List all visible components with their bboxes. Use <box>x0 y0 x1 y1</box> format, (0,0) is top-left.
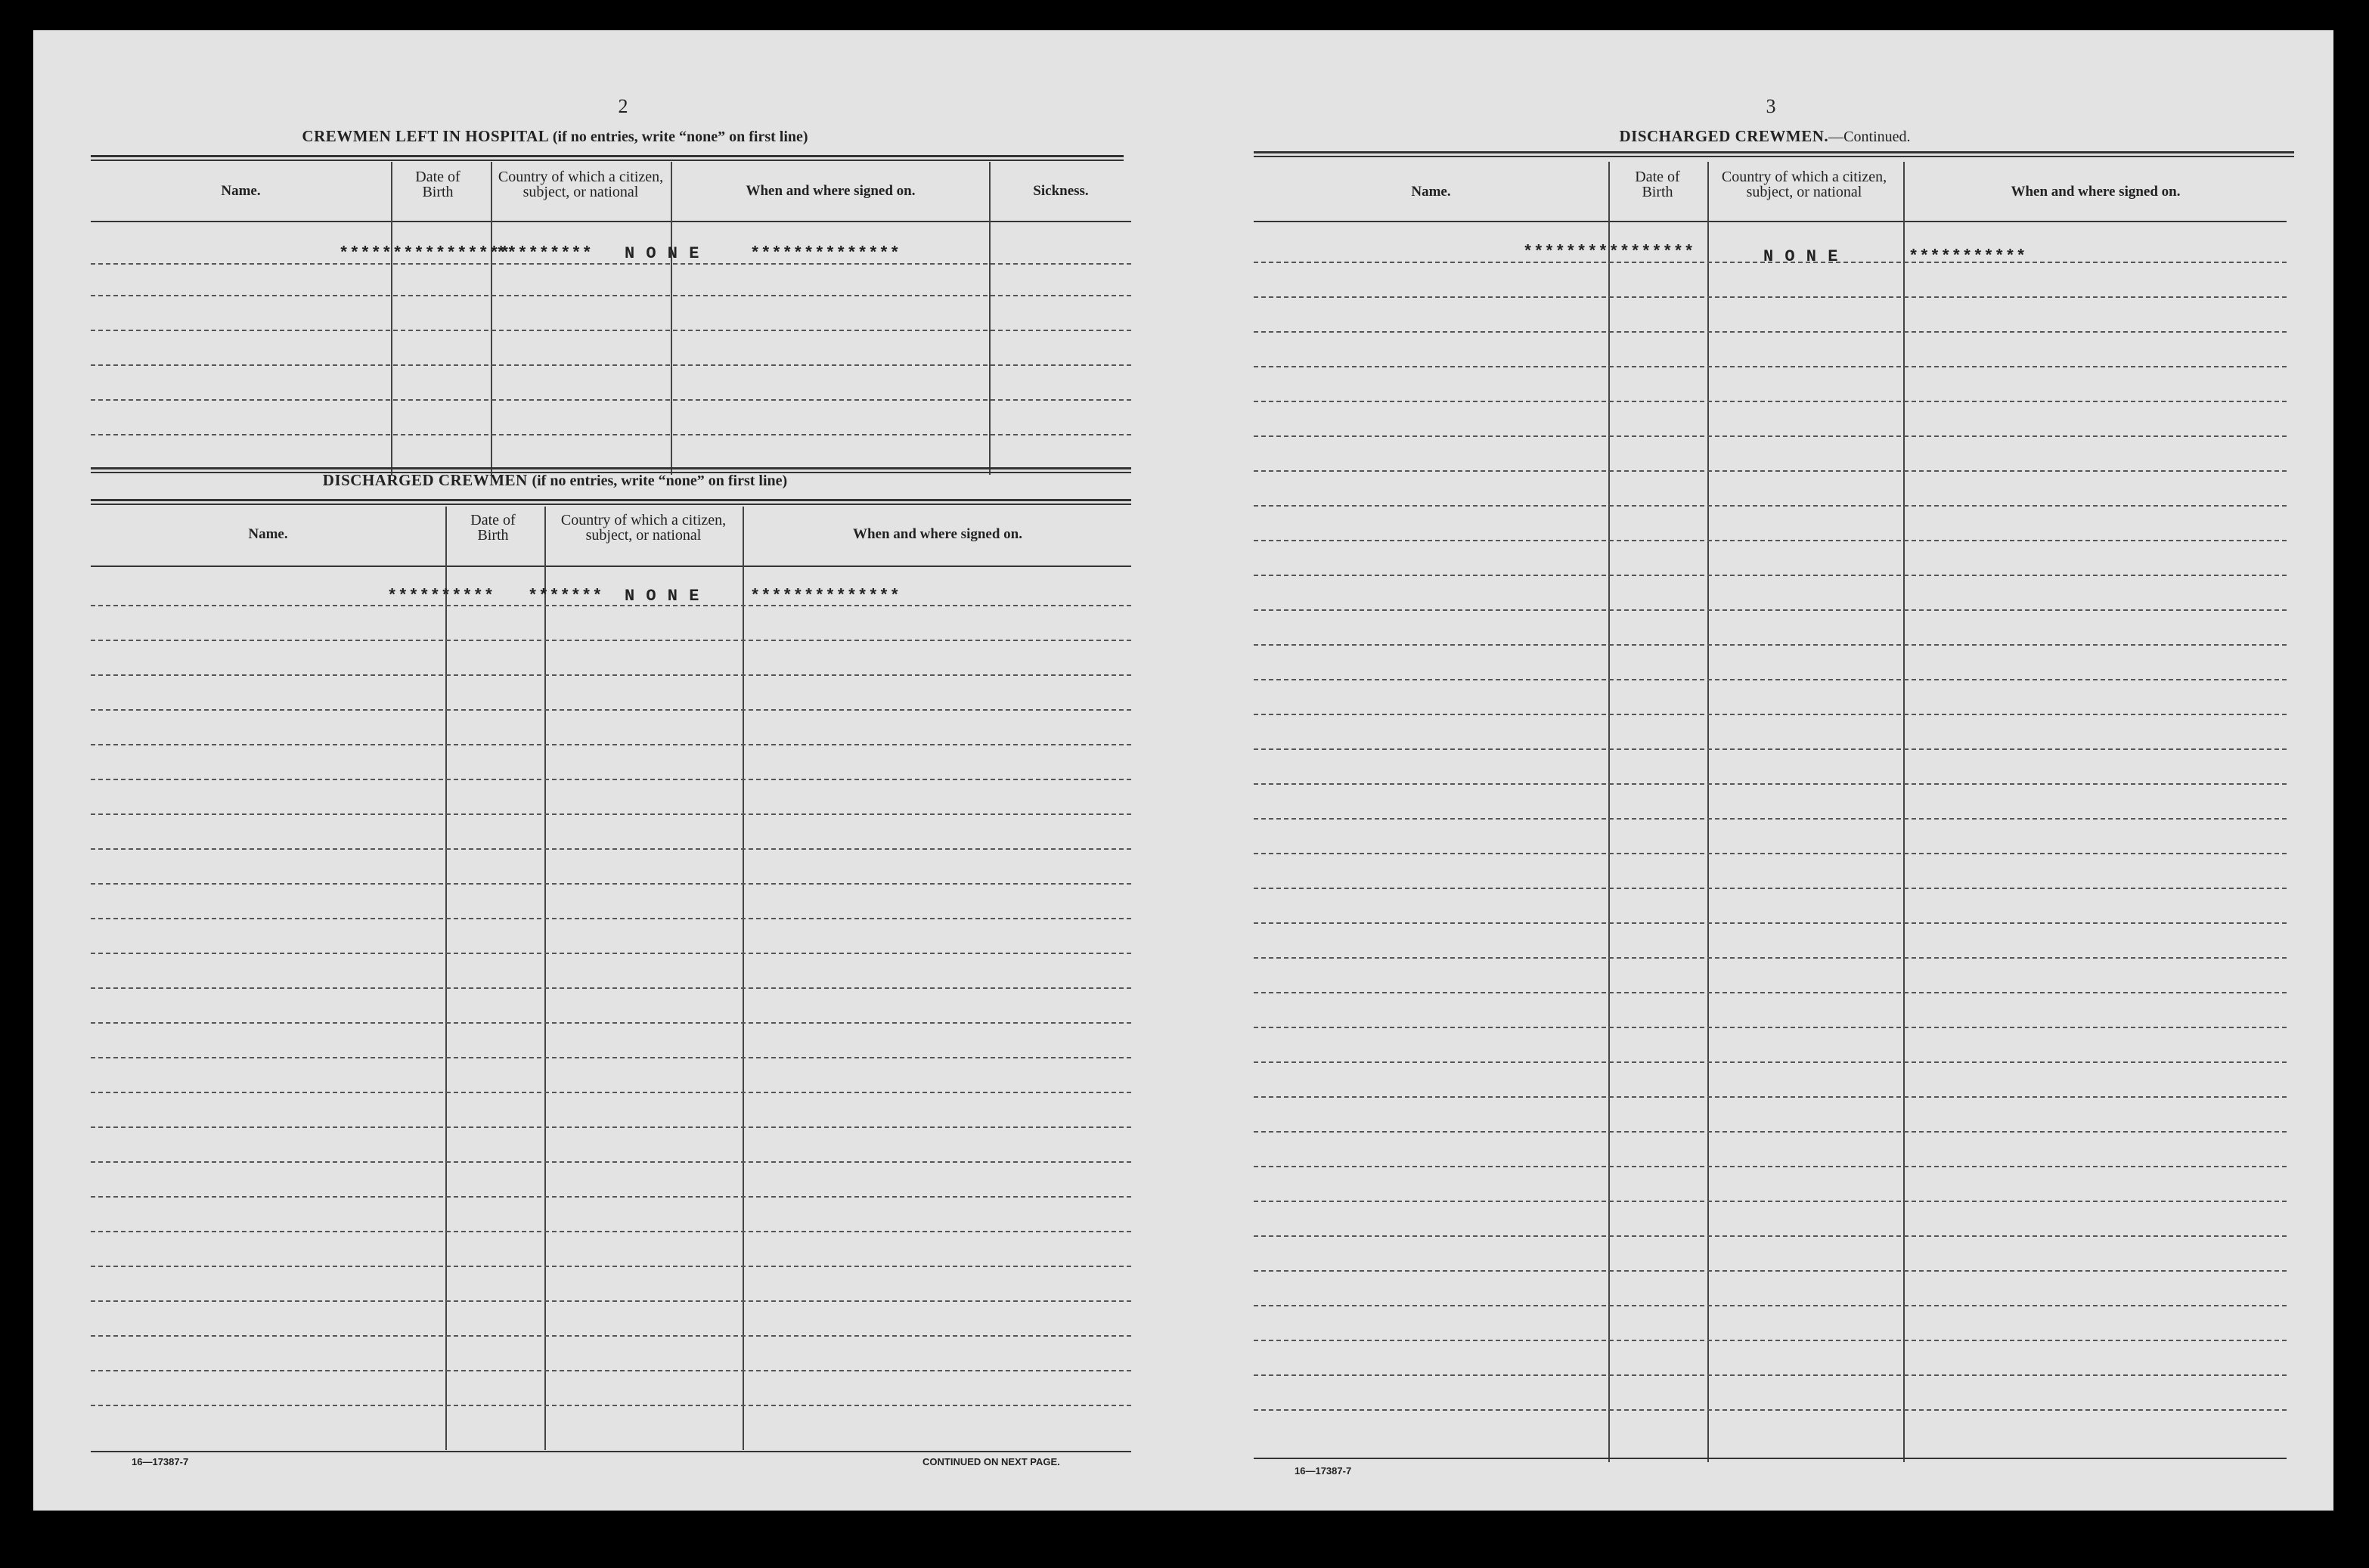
discharged-col-name: Name. <box>248 526 288 542</box>
ruled-line <box>1254 401 2287 402</box>
ruled-line <box>1254 609 2287 611</box>
ruled-line <box>1254 435 2287 437</box>
hospital-none-entry: N O N E <box>625 244 700 263</box>
ruled-line <box>1254 1340 2287 1341</box>
ruled-line <box>91 1161 1131 1163</box>
hospital-row-line <box>91 330 1131 331</box>
ruled-line <box>91 779 1131 780</box>
ruled-line <box>1254 1409 2287 1411</box>
hospital-col-sickness: Sickness. <box>1033 183 1089 199</box>
ruled-line <box>91 1092 1131 1093</box>
discharged-col-signed: When and where signed on. <box>852 526 1022 542</box>
discharged-title-text: DISCHARGED CREWMEN <box>322 471 528 489</box>
ruled-line <box>91 1370 1131 1371</box>
ruled-line <box>91 640 1131 641</box>
ruled-line <box>91 1196 1131 1198</box>
ruled-line <box>1254 1374 2287 1376</box>
ruled-line <box>91 1300 1131 1302</box>
ruled-line <box>1254 818 2287 820</box>
ruled-line <box>1254 783 2287 785</box>
right-col-divider <box>1903 162 1905 1462</box>
hospital-none-signed: ************** <box>750 244 901 263</box>
discharged-none-signed: ************** <box>750 587 901 606</box>
ruled-line <box>1254 992 2287 993</box>
ruled-line <box>91 848 1131 850</box>
left-form-number: 16—17387-7 <box>132 1456 189 1467</box>
right-none-name: **************** <box>1523 243 1695 262</box>
ruled-line <box>1254 888 2287 889</box>
hospital-title-text: CREWMEN LEFT IN HOSPITAL <box>302 127 549 145</box>
left-bottom-rule <box>91 1451 1131 1452</box>
right-col-country: Country of which a citizen, subject, or national <box>1721 169 1887 200</box>
right-none-signed: *********** <box>1909 247 2027 266</box>
discharged-col-divider <box>544 507 546 1450</box>
right-col-divider <box>1608 162 1610 1462</box>
hospital-col-country: Country of which a citizen, subject, or national <box>498 169 664 200</box>
hospital-col-divider <box>671 162 672 475</box>
right-top-rule <box>1254 151 2294 157</box>
ruled-line <box>91 987 1131 989</box>
ruled-line <box>1254 1027 2287 1028</box>
ruled-line <box>1254 575 2287 576</box>
discharged-header-rule <box>91 566 1131 567</box>
hospital-none-country: ********* <box>496 244 593 263</box>
hospital-col-signed: When and where signed on. <box>746 183 916 199</box>
page-number-right: 3 <box>1766 95 1776 117</box>
ruled-line <box>1254 714 2287 715</box>
ruled-line <box>1254 922 2287 924</box>
ruled-line <box>1254 1305 2287 1306</box>
hospital-col-divider <box>989 162 991 475</box>
hospital-row-line <box>91 399 1131 401</box>
ruled-line <box>1254 296 2287 298</box>
discharged-top-rule <box>91 499 1131 505</box>
document-sheet <box>33 30 2333 1511</box>
right-section-title <box>1319 127 2211 146</box>
hospital-instruction: (if no entries, write “none” on first line) <box>552 129 808 145</box>
hospital-col-divider <box>391 162 392 475</box>
ruled-line <box>91 605 1131 606</box>
right-form-number: 16—17387-7 <box>1295 1465 1352 1477</box>
hospital-col-name: Name. <box>221 183 261 199</box>
ruled-line <box>91 709 1131 711</box>
ruled-line <box>1254 366 2287 367</box>
ruled-line <box>1254 1270 2287 1272</box>
ruled-line <box>1254 1131 2287 1133</box>
right-bottom-rule <box>1254 1458 2287 1459</box>
page-number-left: 2 <box>618 95 628 117</box>
ruled-line <box>91 1335 1131 1337</box>
discharged-none-country: ******* <box>528 587 603 606</box>
ruled-line <box>1254 679 2287 680</box>
discharged-section-title <box>109 471 1001 490</box>
hospital-header-rule <box>91 221 1131 222</box>
ruled-line <box>1254 470 2287 472</box>
ruled-line <box>1254 957 2287 959</box>
ruled-line <box>1254 331 2287 333</box>
ruled-line <box>1254 1166 2287 1167</box>
discharged-col-country: Country of which a citizen, subject, or national <box>560 512 727 544</box>
ruled-line <box>1254 1096 2287 1098</box>
hospital-top-rule <box>91 155 1124 161</box>
hospital-section-title <box>109 127 1001 146</box>
ruled-line <box>1254 644 2287 646</box>
ruled-line <box>91 1126 1131 1128</box>
ruled-line <box>91 1022 1131 1024</box>
ruled-line <box>1254 1201 2287 1202</box>
ruled-line <box>91 953 1131 954</box>
ruled-line <box>1254 505 2287 507</box>
ruled-line <box>91 1405 1131 1406</box>
ruled-line <box>91 1266 1131 1267</box>
hospital-row-line <box>91 434 1131 435</box>
right-none-entry: N O N E <box>1763 247 1839 266</box>
right-col-signed: When and where signed on. <box>2011 184 2181 200</box>
ruled-line <box>91 883 1131 885</box>
ruled-line <box>1254 262 2287 263</box>
ruled-line <box>1254 1235 2287 1237</box>
ruled-line <box>91 1231 1131 1232</box>
discharged-none-name: ********** <box>387 587 495 606</box>
right-header-rule <box>1254 221 2287 222</box>
right-col-name: Name. <box>1411 184 1451 200</box>
continued-note: CONTINUED ON NEXT PAGE. <box>922 1456 1060 1467</box>
ruled-line <box>1254 1061 2287 1063</box>
discharged-instruction: (if no entries, write “none” on first line) <box>532 473 788 489</box>
ruled-line <box>1254 540 2287 541</box>
discharged-col-dob: Date of Birth <box>470 512 516 544</box>
ruled-line <box>91 744 1131 745</box>
hospital-row-line <box>91 364 1131 366</box>
discharged-col-divider <box>445 507 447 1450</box>
ruled-line <box>91 674 1131 676</box>
ruled-line <box>1254 748 2287 750</box>
hospital-row-line <box>91 263 1131 265</box>
hospital-col-dob: Date of Birth <box>415 169 460 200</box>
hospital-row-line <box>91 295 1131 296</box>
right-col-dob: Date of Birth <box>1635 169 1680 200</box>
hospital-none-name: **************** <box>339 244 511 263</box>
hospital-col-divider <box>491 162 492 475</box>
discharged-col-divider <box>743 507 744 1450</box>
ruled-line <box>91 813 1131 815</box>
ruled-line <box>91 918 1131 919</box>
right-title-suffix: —Continued. <box>1828 129 1911 145</box>
discharged-none-entry: N O N E <box>625 587 700 606</box>
ruled-line <box>91 1057 1131 1058</box>
right-col-divider <box>1707 162 1709 1462</box>
right-title-text: DISCHARGED CREWMEN. <box>1619 127 1829 145</box>
ruled-line <box>1254 853 2287 854</box>
